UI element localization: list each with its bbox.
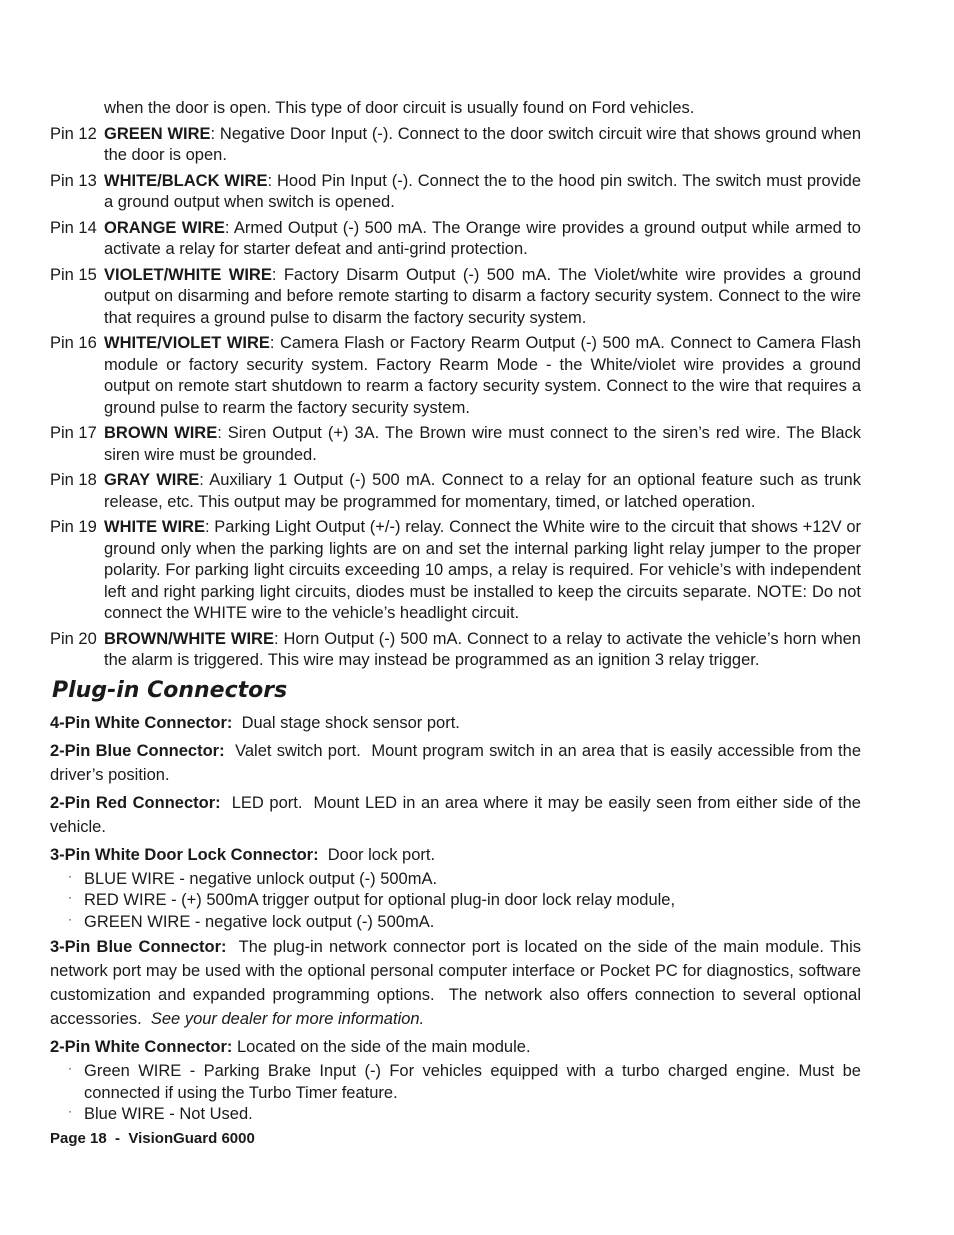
pin-12-entry [50,124,861,167]
list-item: · Blue WIRE - Not Used. [50,1104,861,1126]
connector-3pin-blue [50,935,866,1031]
pin-20-entry [50,629,861,672]
list-item: · GREEN WIRE - negative lock output (-) 500mA. [50,912,861,934]
bullet-icon: · [68,1061,72,1075]
connector-label: 3-Pin White Door Lock Connector: [50,845,319,864]
pin-number: Pin 17 [50,424,97,442]
pin-description: : Hood Pin Input (-). Connect the to the hood pin switch. The switch must provide a ground output when switch is opened. [104,171,861,211]
pin-number: Pin 16 [50,334,97,352]
pin-number: Pin 18 [50,471,97,489]
pin-15-entry [50,265,861,330]
pin-description: : Horn Output (-) 500 mA. Connect to a relay to activate the vehicle’s horn when the alarm is triggered. This wire may instead be programmed as an ignition 3 relay trigger. [104,629,861,669]
pin-18-entry [50,470,861,513]
connector-2pin-blue [50,739,866,787]
connector-label: 2-Pin Blue Connector: [50,741,225,760]
continued-paragraph: when the door is open. This type of door circuit is usually found on Ford vehicles. [104,99,695,117]
pin-description: : Armed Output (-) 500 mA. The Orange wire provides a ground output while armed to activate a relay for starter defeat and anti-grind protection. [104,218,861,258]
connector-label: 2-Pin White Connector: [50,1038,233,1056]
page-footer: Page 18 - VisionGuard 6000 [50,1130,255,1147]
pin-number: Pin 19 [50,518,97,536]
connector-label: 2-Pin Red Connector: [50,793,221,812]
connector-label: 4-Pin White Connector: [50,713,233,732]
connector-text: Door lock port. [318,845,436,864]
list-item: · Green WIRE - Parking Brake Input (-) For vehicles equipped with a turbo charged engine. Must be connected if using the Turbo Timer feature. [50,1061,861,1104]
bullet-icon: · [68,911,72,926]
wire-name: WHITE/BLACK WIRE [104,171,268,190]
dealer-note: See your dealer for more information. [150,1010,425,1028]
pin-14-entry [50,218,861,261]
pin-description: : Factory Disarm Output (-) 500 mA. The Violet/white wire provides a ground output on disarming and before remote starting to disarm a factory security system. Connect to the wire that requires a ground pulse to disarm the factory security system. [104,265,862,327]
wire-name: GREEN WIRE [104,124,211,143]
wire-name: GRAY WIRE [104,471,200,489]
pin-number: Pin 12 [50,124,97,143]
pin-13-entry [50,171,861,214]
wire-name: ORANGE WIRE [104,218,225,237]
pin-description: : Siren Output (+) 3A. The Brown wire must connect to the siren’s red wire. The Black siren wire must be grounded. [104,424,861,464]
pin-19-entry [50,517,861,625]
wire-name: VIOLET/WHITE WIRE [104,265,272,284]
pin-description: : Camera Flash or Factory Rearm Output (-) 500 mA. Connect to Camera Flash module or factory security system. Factory Rearm Mode - the White/violet wire provides a ground output on remote start shutdown to rearm a factory security system. Connect to the wire that requires a ground pulse to rearm the factory security system. [104,334,861,417]
connector-3pin-door-lock [50,843,861,867]
connector-text: Located on the side of the main module. [232,1038,531,1056]
connector-text: Valet switch port. Mount program switch in an area that is easily accessible from the driver’s position. [50,741,866,784]
pin-description: : Parking Light Output (+/-) relay. Connect the White wire to the circuit that shows +12V or ground only when the parking lights are on and set the internal parking light relay jumper to the proper polarity. For parking light circuits exceeding 10 amps, a relay is required. For vehicle’s with independent left and right parking light circuits, diodes must be installed to keep the circuits separate. NOTE: Do not connect the WHITE wire to the vehicle’s headlight circuit. [104,518,861,622]
wire-name: BROWN/WHITE WIRE [104,629,274,648]
white-connector-wire-list [50,1061,861,1126]
pin-number: Pin 13 [50,171,97,190]
pin-description: : Auxiliary 1 Output (-) 500 mA. Connect to a relay for an optional feature such as trunk release, etc. This output may be programmed for momentary, timed, or latched operation. [104,471,861,511]
connector-2pin-red [50,791,866,839]
connector-label: 3-Pin Blue Connector: [50,938,227,956]
pin-description: : Negative Door Input (-). Connect to the door switch circuit wire that shows ground when the door is open. [104,124,861,164]
wire-name: BROWN WIRE [104,424,218,442]
list-item: · RED WIRE - (+) 500mA trigger output for optional plug-in door lock relay module, [50,890,861,912]
connector-text: Dual stage shock sensor port. [232,713,460,732]
connector-text: LED port. Mount LED in an area where it may be easily seen from either side of the vehicle. [50,793,866,836]
connector-text: The plug-in network connector port is located on the side of the main module. This network port may be used with the optional personal computer interface or Pocket PC for diagnostics, software customization and expanded programming options. The network also offers connection to several optional accessories. [50,938,866,1028]
bullet-icon: · [68,868,72,883]
connector-2pin-white [50,1035,861,1059]
list-item: · BLUE WIRE - negative unlock output (-) 500mA. [50,869,861,891]
pin-number: Pin 14 [50,218,97,237]
pin-number: Pin 15 [50,265,97,284]
section-heading: Plug-in Connectors [52,677,288,703]
bullet-icon: · [68,1104,72,1118]
pin-number: Pin 20 [50,629,97,648]
door-lock-wire-list [50,869,861,934]
wire-name: WHITE WIRE [104,518,205,536]
pin-17-entry [50,423,861,466]
bullet-icon: · [68,890,72,904]
connector-4pin-white [50,711,861,735]
wire-name: WHITE/VIOLET WIRE [104,334,270,352]
document-page [50,98,866,1128]
pin-16-entry [50,333,861,419]
